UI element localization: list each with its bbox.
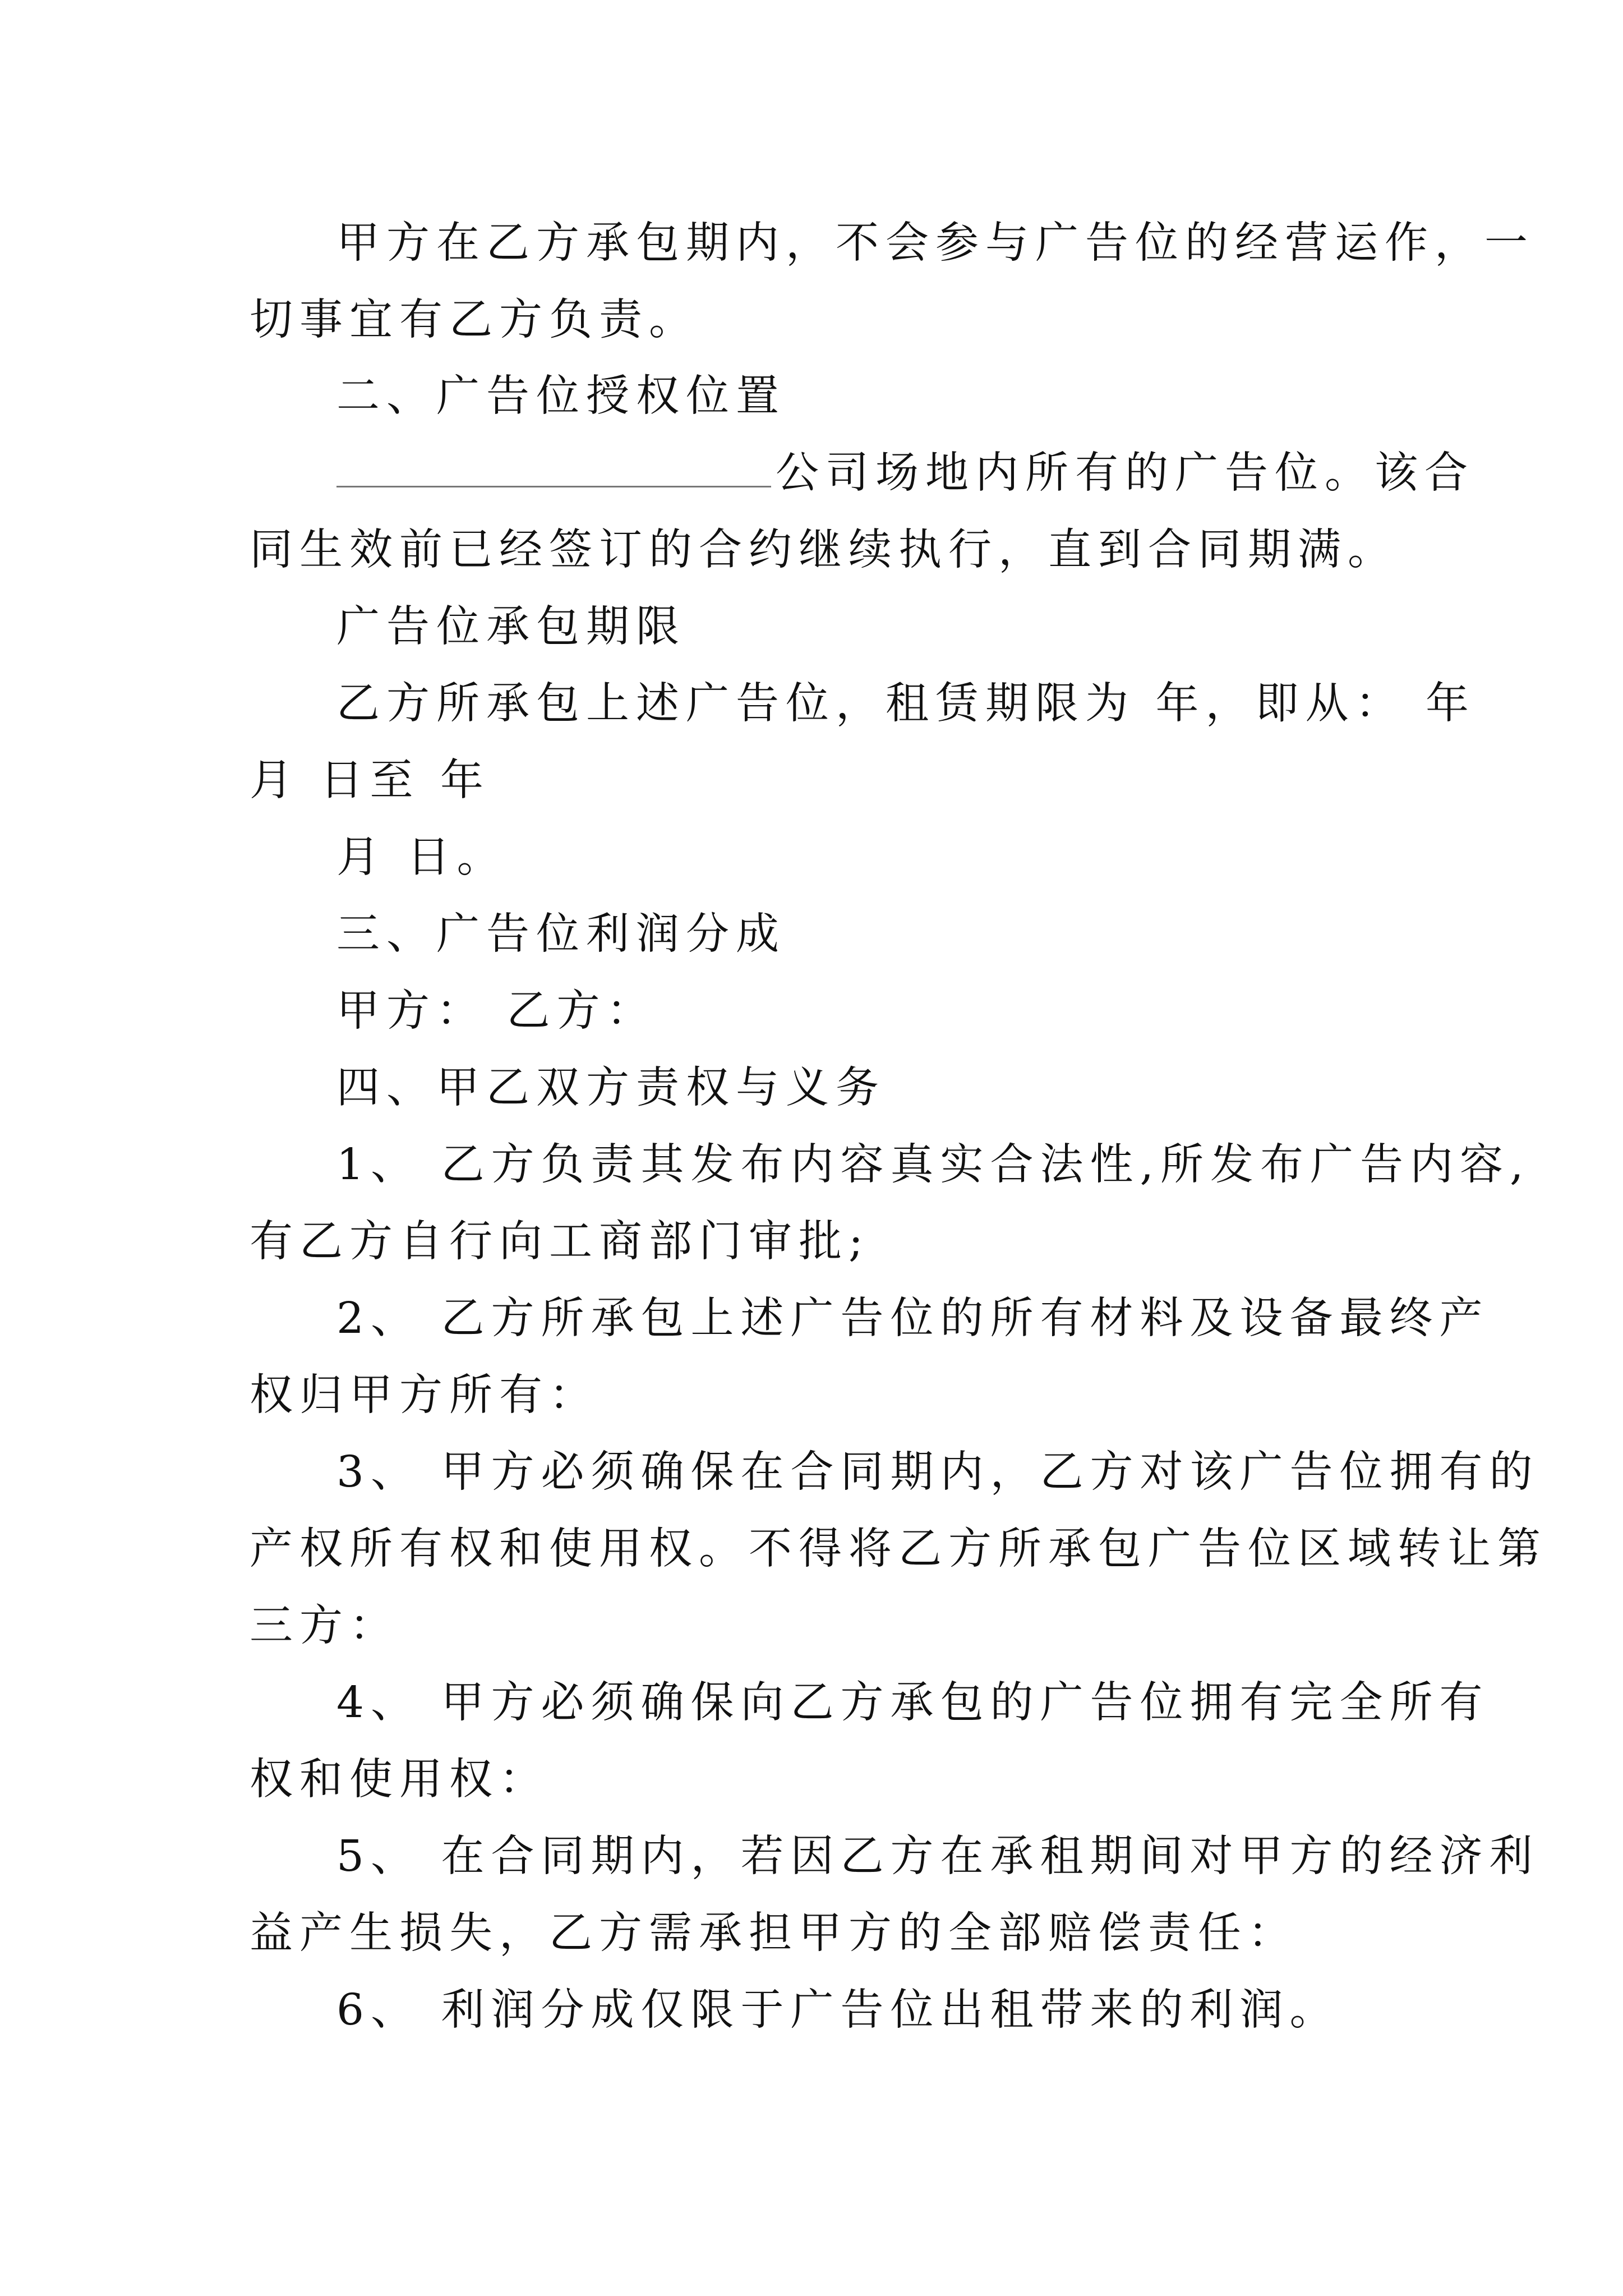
- text-line: 切事宜有乙方负责。: [250, 295, 699, 345]
- section-heading: 广告位承包期限: [336, 602, 686, 652]
- text-line: 有乙方自行向工商部门审批;: [250, 1217, 870, 1267]
- text-line: 三方：: [250, 1601, 399, 1651]
- text-line: 权和使用权：: [250, 1755, 549, 1805]
- section-heading: 三、广告位利润分成: [336, 909, 786, 959]
- text-line: 4、 甲方必须确保向乙方承包的广告位拥有完全所有: [336, 1678, 1490, 1728]
- section-heading: 二、广告位授权位置: [336, 371, 786, 421]
- text-line: 乙方所承包上述广告位，租赁期限为 年，即从： 年: [336, 679, 1476, 729]
- text-line: 公司场地内所有的广告位。该合: [776, 448, 1474, 498]
- text-line: 权归甲方所有：: [250, 1370, 599, 1420]
- text-line: 甲方： 乙方：: [336, 986, 657, 1036]
- text-line: 产权所有权和使用权。不得将乙方所承包广告位区域转让第: [250, 1524, 1547, 1574]
- text-line: 3、 甲方必须确保在合同期内，乙方对该广告位拥有的: [336, 1447, 1539, 1497]
- text-line: 5、 在合同期内，若因乙方在承租期间对甲方的经济利: [336, 1832, 1539, 1881]
- section-heading: 四、甲乙双方责权与义务: [336, 1063, 886, 1113]
- text-line: 月 日。: [336, 832, 507, 882]
- text-line: 1、 乙方负责其发布内容真实合法性,所发布广告内容,: [336, 1140, 1530, 1190]
- text-line: 2、 乙方所承包上述广告位的所有材料及设备最终产: [336, 1294, 1490, 1343]
- fill-in-blank: [336, 484, 771, 487]
- text-line: 同生效前已经签订的合约继续执行，直到合同期满。: [250, 525, 1398, 575]
- text-line: 益产生损失，乙方需承担甲方的全部赔偿责任：: [250, 1908, 1298, 1958]
- text-line: 甲方在乙方承包期内，不会参与广告位的经营运作，一: [336, 218, 1534, 268]
- text-line-with-blank: [336, 435, 1474, 512]
- text-line: 月 日至 年: [250, 756, 490, 806]
- text-line: 6、 利润分成仅限于广告位出租带来的利润。: [336, 1985, 1340, 2035]
